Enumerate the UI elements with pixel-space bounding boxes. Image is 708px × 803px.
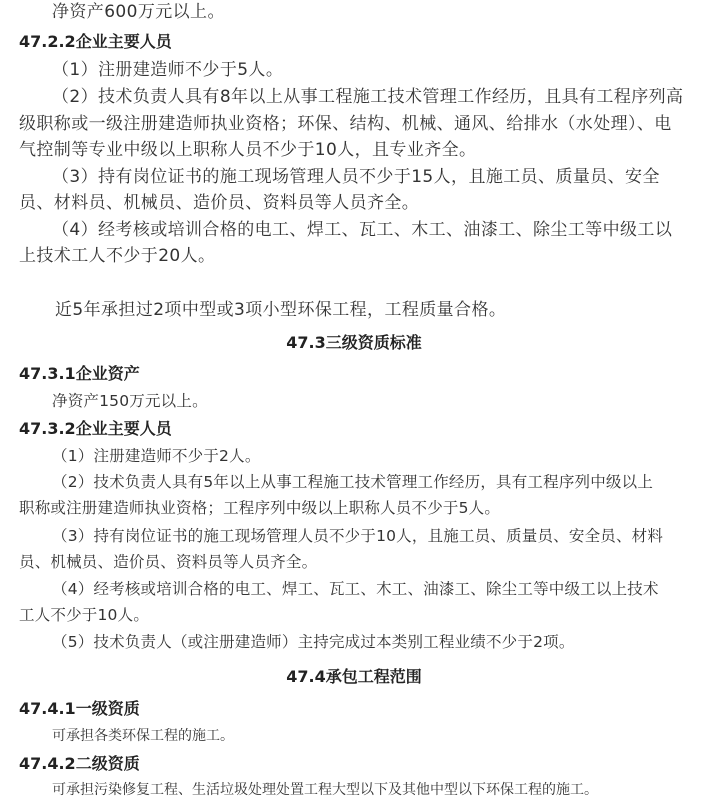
net-assets-text: 净资产600万元以上。: [52, 2, 225, 22]
list-item: （3）持有岗位证书的施工现场管理人员不少于10人，且施工员、质量员、安全员、材料: [52, 527, 664, 545]
section-heading-47-3-1: 47.3.1企业资产: [19, 364, 140, 383]
section-heading-47-3-2: 47.3.2企业主要人员: [19, 419, 172, 438]
list-item-continuation: 级职称或一级注册建造师执业资格；环保、结构、机械、通风、给排水（水处理）、电: [19, 114, 672, 134]
section-title-47-3: 47.3三级资质标准: [286, 333, 422, 352]
list-item: （5）技术负责人（或注册建造师）主持完成过本类别工程业绩不少于2项。: [52, 633, 575, 651]
section-title-47-4: 47.4承包工程范围: [286, 667, 422, 686]
list-item: （1）注册建造师不少于2人。: [52, 447, 261, 465]
scope-text: 可承担各类环保工程的施工。: [52, 728, 234, 744]
list-item-continuation: 职称或注册建造师执业资格；工程序列中级以上职称人员不少于5人。: [19, 499, 501, 517]
list-item: （2）技术负责人具有5年以上从事工程施工技术管理工作经历，具有工程序列中级以上: [52, 473, 654, 491]
list-item: （1）注册建造师不少于5人。: [52, 60, 284, 80]
list-item-continuation: 员、机械员、造价员、资料员等人员齐全。: [19, 553, 318, 571]
list-item-continuation: 员、材料员、机械员、造价员、资料员等人员齐全。: [19, 193, 420, 213]
section-heading-47-2-2: 47.2.2企业主要人员: [19, 32, 172, 51]
scope-text: 可承担污染修复工程、生活垃圾处理处置工程大型以下及其他中型以下环保工程的施工。: [52, 782, 598, 798]
list-item: （2）技术负责人具有8年以上从事工程施工技术管理工作经历，且具有工程序列高: [52, 87, 684, 107]
performance-text: 近5年承担过2项中型或3项小型环保工程，工程质量合格。: [55, 300, 507, 320]
net-assets-text: 净资产150万元以上。: [52, 392, 208, 410]
list-item-continuation: 工人不少于10人。: [19, 606, 150, 624]
section-heading-47-4-1: 47.4.1一级资质: [19, 699, 140, 718]
list-item: （4）经考核或培训合格的电工、焊工、瓦工、木工、油漆工、除尘工等中级工以: [52, 220, 673, 240]
list-item: （3）持有岗位证书的施工现场管理人员不少于15人，且施工员、质量员、安全: [52, 167, 660, 187]
list-item: （4）经考核或培训合格的电工、焊工、瓦工、木工、油漆工、除尘工等中级工以上技术: [52, 580, 659, 598]
list-item-continuation: 上技术工人不少于20人。: [19, 246, 216, 266]
list-item-continuation: 气控制等专业中级以上职称人员不少于10人，且专业齐全。: [19, 140, 477, 160]
section-heading-47-4-2: 47.4.2二级资质: [19, 754, 140, 773]
